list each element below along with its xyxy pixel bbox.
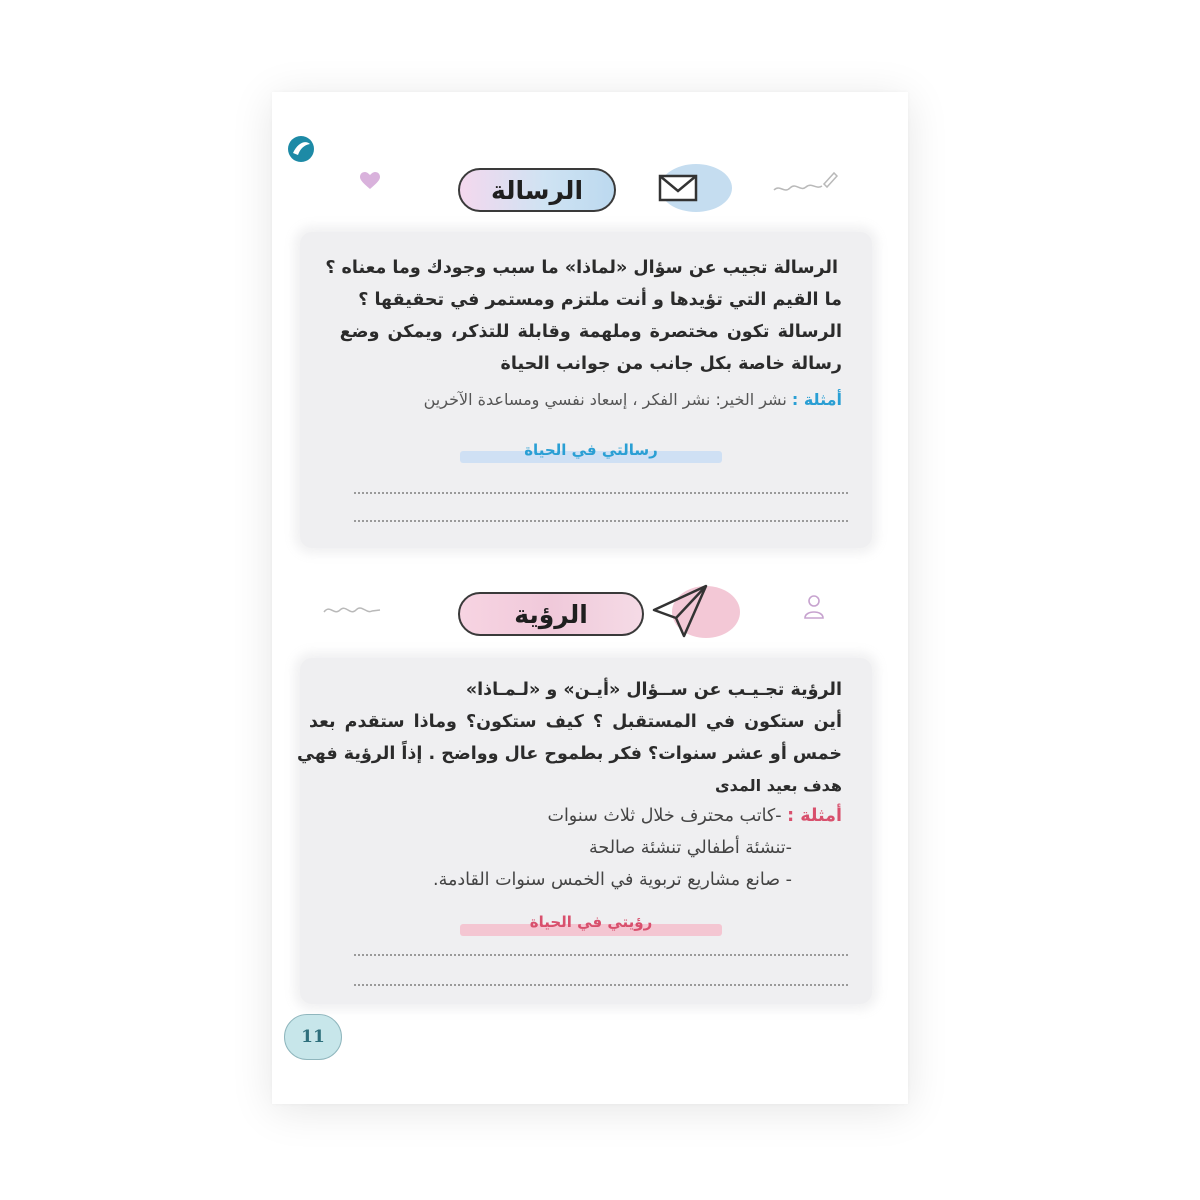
person-icon [802, 594, 826, 620]
vision-example-2: -تنشئة أطفالي تنشئة صالحة [589, 838, 792, 858]
book-page [272, 92, 908, 1104]
message-line-3: الرسالة تكون مختصرة وملهمة وقابلة للتذكر، ويمكن وضع [339, 322, 842, 342]
message-line-1: الرسالة تجيب عن سؤال «لماذا» ما سبب وجودك وما معناه ؟ [325, 258, 838, 278]
section-title-vision-text: الرؤية [514, 599, 588, 629]
message-examples-text: نشر الخير: نشر الفكر ، إسعاد نفسي ومساعدة الآخرين [423, 390, 787, 409]
vision-prompt-label: رؤيتي في الحياة [529, 913, 653, 931]
vision-line-3: خمس أو عشر سنوات؟ فكر بطموح عال وواضح . إذاً الرؤية فهي [297, 744, 842, 764]
page-number-badge [284, 1014, 342, 1060]
message-examples-label: أمثلة : [791, 390, 842, 409]
paper-plane-icon [648, 582, 740, 642]
vision-panel [297, 658, 872, 1004]
message-write-line-2[interactable] [354, 520, 848, 522]
message-line-2: ما القيم التي تؤيدها و أنت ملتزم ومستمر في تحقيقها ؟ [358, 290, 842, 310]
section-title-message-text: الرسالة [490, 175, 584, 205]
wave-scribble-icon [322, 602, 382, 618]
message-prompt-label: رسالتي في الحياة [524, 441, 658, 459]
vision-example-3: - صانع مشاريع تربوية في الخمس سنوات القادمة. [433, 870, 792, 890]
pen-scribble-icon [772, 170, 838, 196]
vision-example-1-text: -كاتب محترف خلال ثلاث سنوات [547, 806, 782, 826]
vision-write-line-1[interactable] [354, 954, 848, 956]
publisher-logo-icon [286, 134, 316, 164]
heart-icon [360, 172, 380, 190]
vision-line-1: الرؤية تجـيـب عن ســؤال «أيـن» و «لـمـاذا» [465, 680, 842, 700]
section-title-vision [458, 592, 644, 636]
vision-line-4: هدف بعيد المدى [715, 776, 842, 795]
message-panel [300, 232, 872, 548]
envelope-icon [650, 160, 734, 218]
vision-line-2: أين ستكون في المستقبل ؟ كيف ستكون؟ وماذا ستقدم بعد [309, 712, 842, 732]
message-examples [424, 390, 842, 409]
vision-example-1 [547, 806, 842, 826]
vision-examples-label: أمثلة : [787, 806, 842, 826]
message-line-4: رسالة خاصة بكل جانب من جوانب الحياة [500, 354, 842, 374]
section-title-message [458, 168, 616, 212]
message-write-line-1[interactable] [354, 492, 848, 494]
page-number: 11 [301, 1027, 325, 1047]
vision-write-line-2[interactable] [354, 984, 848, 986]
